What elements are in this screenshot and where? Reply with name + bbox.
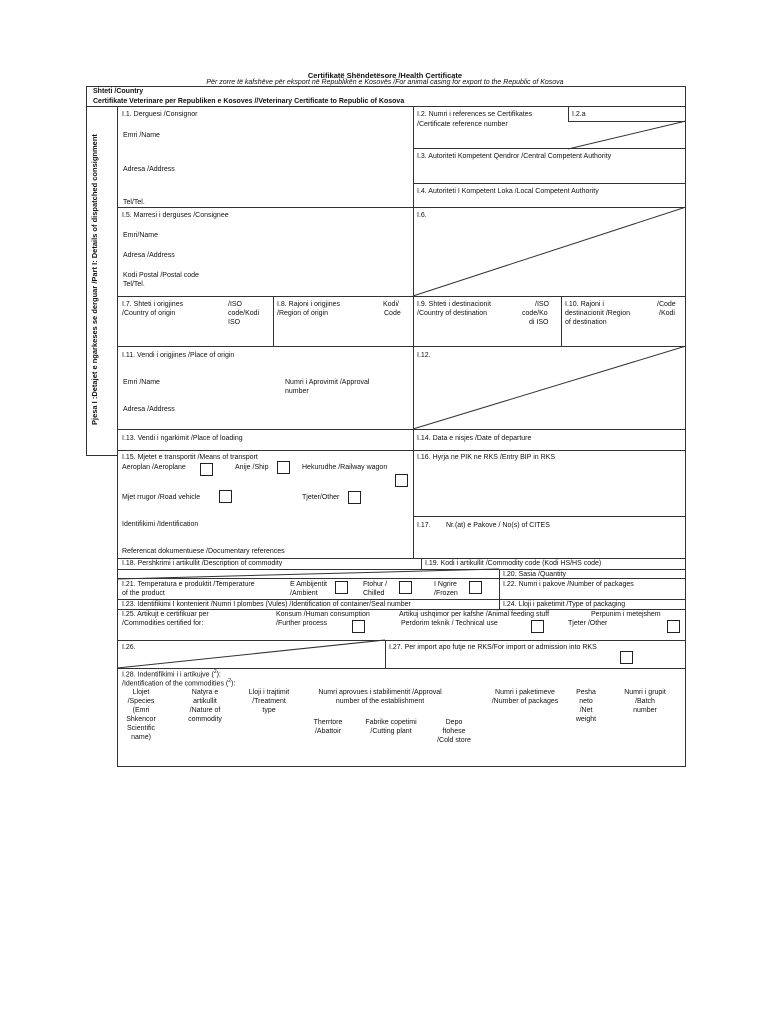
i2a-label: I.2.a [572, 111, 586, 118]
col-batch-l2: /Batch [635, 698, 655, 706]
i11-approval-label-2: number [285, 388, 309, 395]
i21-temperature-1: I.21. Temperatura e produktit /Temperature [122, 581, 255, 588]
col-species [118, 688, 164, 743]
i18-description-commodity: I.18. Pershkrimi i artikullit /Description of commodity [122, 560, 283, 567]
col-nature-l4: commodity [188, 716, 222, 724]
i17-label: I.17. [417, 522, 431, 529]
i21-ambient-checkbox[interactable] [335, 581, 348, 594]
i15-aeroplane-checkbox[interactable] [200, 463, 213, 476]
i3-top [413, 148, 686, 149]
i9-i10-divider [561, 296, 562, 346]
i7-iso-3: ISO [228, 319, 241, 326]
i15-top [117, 450, 686, 451]
i27-import-admission: I.27. Per import apo futje ne RKS/For import or admission into RKS [389, 644, 597, 651]
country-label: Shteti /Country [93, 88, 144, 95]
col-abattoir-l2: /Abattoir [314, 728, 342, 736]
i15-road-checkbox[interactable] [219, 490, 232, 503]
i25-further-processing: Perpunim i metejshem [591, 611, 661, 618]
i24-packaging-type: I.24. Lloji i paketimit /Type of packaging [503, 601, 626, 608]
i4-top [413, 183, 686, 184]
col-cutting-plant [360, 718, 422, 736]
i25-certified-1: I.25. Artikujt e certifikuar per [122, 611, 209, 618]
i12-diagonal [413, 346, 686, 429]
col-cold-store-l1: Depo [445, 719, 463, 726]
i14-date-departure: I.14. Data e nisjes /Date of departure [417, 435, 532, 442]
i21-temperature-2: of the product [122, 590, 165, 597]
col-net-weight-l1: Pesha [576, 689, 596, 696]
i21-top [117, 578, 686, 579]
i8-region-origin-en: /Region of origin [277, 310, 328, 317]
col-species-l2: /Species [127, 698, 155, 706]
i8-code-2: Code [384, 310, 401, 317]
i20-quantity: I.20. Sasia /Quantity [503, 571, 567, 578]
veterinary-certificate-label: Certifikate Veterinare per Republiken e Kosoves //Veterinary Certificate to Republic of Kosova [93, 98, 405, 105]
i8-region-origin: I.8. Rajoni i origjines [277, 301, 341, 308]
i25-consumption-checkbox[interactable] [352, 620, 365, 633]
i26-diagonal [117, 640, 385, 668]
col-approval-l2: number of the establishment [335, 698, 425, 706]
i6-diagonal [413, 207, 686, 296]
part1-side-label: Pjesa I :Detajet e ngarkeses se derguar /Part I: Details of dispatched consignment [90, 134, 99, 425]
col-approval [310, 688, 450, 706]
col-cold-store-l2: ftohese [442, 728, 466, 736]
i15-ship-label: Anije /Ship [235, 464, 269, 471]
i2-reference-label: I.2. Numri i references se Certifikates [417, 111, 533, 118]
i5-tel-label: Tel/Tel. [123, 281, 145, 288]
col-treatment [240, 688, 298, 715]
i7-iso-2: code/Kodi [228, 310, 260, 317]
i11-name-label: Emri /Name [123, 379, 160, 386]
col-packages-l1: Numri i paketimeve [495, 689, 555, 696]
i9-country-destination: I.9. Shteti i destinacionit [417, 301, 491, 308]
i15-other-label: Tjeter/Other [302, 494, 340, 501]
i1-consignor-label: I.1. Derguesi /Consignor [122, 111, 198, 118]
i25-animal-feeding: Artikuj ushqimor per kafshe /Animal feeding stuff [399, 611, 550, 618]
col-net-weight [566, 688, 606, 724]
certificate-subtitle: Për zorre të kafshëve për eksport në Republikën e Kosovës /For animal casing for export to the Republic of Kosova [206, 79, 564, 86]
i22-packages: I.22. Numri i pakove /Number of packages [503, 581, 634, 588]
i15-ship-checkbox[interactable] [277, 461, 290, 474]
col-net-weight-l4: weight [575, 716, 597, 724]
col-batch-l1: Numri i grupit [624, 689, 666, 696]
col-batch-l3: number [633, 707, 657, 715]
i13-place-loading: I.13. Vendi i ngarkimit /Place of loading [122, 435, 243, 442]
i15-aeroplane-label: Aeroplan /Aeroplane [122, 464, 186, 471]
i17-top [413, 516, 686, 517]
col-species-l5: Scientific [126, 725, 155, 733]
i10-region-destination-2: destinacionit /Region [565, 310, 630, 317]
i9-iso-3: di ISO [529, 319, 549, 326]
i7-i8-divider [273, 296, 274, 346]
certificate-title: Certifikatë Shëndetësore /Health Certificate [307, 71, 463, 80]
i2a-diagonal [568, 121, 686, 149]
i21-chilled-checkbox[interactable] [399, 581, 412, 594]
col-packages [484, 688, 566, 706]
i7-country-origin: I.7. Shteti i origjines [122, 301, 184, 308]
col-net-weight-l3: /Net [579, 707, 593, 715]
i25-other-checkbox[interactable] [667, 620, 680, 633]
i9-iso-1: /ISO [535, 301, 550, 308]
i2-reference-en: /Certificate reference number [417, 121, 508, 128]
col-cutting-plant-l1: Fabrike copetimi [365, 719, 417, 726]
i15-railway-checkbox[interactable] [395, 474, 408, 487]
i7-country-origin-en: /Country of origin [122, 310, 176, 317]
col-species-l1: Llojet [132, 689, 150, 696]
col-nature [180, 688, 230, 724]
i28-identification-en [122, 678, 235, 688]
i15-documentary-label: Referencat dokumentuese /Documentary references [122, 548, 285, 555]
i10-code-1: /Code [657, 301, 676, 308]
i25-feeding-checkbox[interactable] [531, 620, 544, 633]
col-treatment-l3: type [262, 707, 276, 715]
i1-address-label: Adresa /Address [123, 166, 175, 173]
i15-other-checkbox[interactable] [348, 491, 361, 504]
i2a-bottom [568, 121, 686, 122]
col-abattoir [306, 718, 350, 736]
i9-iso-2: code/Ko [522, 310, 548, 317]
frame-bottom [117, 766, 686, 767]
i11-address-label: Adresa /Address [123, 406, 175, 413]
i26-divider [385, 640, 386, 668]
i15-road-label: Mjet rrugor /Road vehicle [122, 494, 201, 501]
i9-country-destination-en: /Country of destination [417, 310, 488, 317]
i21-frozen-1: I Ngrire [434, 581, 457, 588]
main-divider [413, 106, 414, 558]
col-abattoir-l1: Therrtore [313, 719, 343, 726]
i20-divider [499, 569, 500, 610]
i21-ambient-2: /Ambient [290, 590, 318, 597]
i21-frozen-checkbox[interactable] [469, 581, 482, 594]
col-nature-l3: /Nature of [189, 707, 221, 715]
col-cold-store [430, 718, 478, 745]
i5-consignee-label: I.5. Marresi i derguses /Consignee [122, 212, 229, 219]
i1-tel-label: Tel/Tel. [123, 199, 145, 206]
i25-other-label: Tjeter /Other [568, 620, 608, 627]
i6-label: I.6. [417, 212, 427, 219]
col-batch [614, 688, 676, 715]
col-treatment-l1: Lloji i trajtimit [248, 689, 290, 696]
i11-place-origin: I.11. Vendi i origjines /Place of origin [122, 352, 235, 359]
i4-local-authority: I.4. Autoriteti I Kompetent Loka /Local Competent Authority [417, 188, 599, 195]
i19-divider [421, 558, 422, 569]
i21-ambient-1: E Ambijentit [290, 581, 327, 588]
i15-transport-label: I.15. Mjetet e transportit /Means of transport [122, 454, 258, 461]
i26-label: I.26. [122, 644, 136, 651]
i10-region-destination-1: I.10. Rajoni i [565, 301, 604, 308]
line-under-header [86, 106, 686, 107]
i2a-divider [568, 106, 569, 122]
i5-address-label: Adresa /Address [123, 252, 175, 259]
col-net-weight-l2: neto [579, 698, 593, 706]
col-species-l6: name) [131, 734, 151, 742]
i28-label-sq: I.28. Indentifikimi i i artikujve ( [122, 671, 214, 679]
i28-label-en: /Identification of the commodities ( [122, 680, 229, 688]
col-nature-l2: artikullit [193, 698, 217, 706]
i15-railway-label: Hekurudhe /Railway wagon [302, 464, 388, 471]
col-nature-l1: Natyra e [191, 689, 219, 696]
i13-top [117, 429, 686, 430]
i12-label: I.12. [417, 352, 431, 359]
i17-cites-label: Nr.(at) e Pakove / No(s) of CITES [446, 522, 550, 529]
i28-footnote-1: 2 [213, 669, 217, 675]
i7-top [117, 296, 686, 297]
i11-approval-label: Numri i Aprovimit /Approval [285, 379, 370, 386]
col-species-l3: (Emri [132, 707, 150, 715]
i21-chilled-2: Chilled [363, 590, 385, 597]
col-approval-l1: Numri aprovues i stabilimentit /Approval [318, 689, 442, 696]
i3-central-authority: I.3. Autoriteti Kompetent Qendror /Central Competent Authority [417, 153, 612, 160]
i25-further-process: /Further process [276, 620, 327, 627]
i28-label-en-end: ): [231, 680, 236, 688]
i27-import-checkbox[interactable] [620, 651, 633, 664]
frame-left-upper [86, 86, 87, 456]
i16-entry-bip: I.16. Hyrja ne PIK ne RKS /Entry BIP in RKS [417, 454, 555, 461]
i10-code-2: /Kodi [659, 310, 675, 317]
frame-top [86, 86, 685, 87]
i5-name-label: Emri/Name [123, 232, 159, 239]
col-cold-store-l3: /Cold store [437, 737, 471, 745]
col-packages-l2: /Number of packages [491, 698, 559, 706]
i21-frozen-2: /Frozen [434, 590, 458, 597]
i5-postal-label: Kodi Postal /Postal code [123, 272, 199, 279]
i25-human-consumption: Konsum /Human consumption [276, 611, 370, 618]
col-species-l4: Shkencor [126, 716, 156, 724]
i23-container-seal: I.23. Identifikimi I kontenierit /Numri I plombes (Vules) /Identification of container/Seal number [122, 601, 411, 608]
i19-commodity-code: I.19. Kodi i artikullit /Commodity code (Kodi HS/HS code) [425, 560, 602, 567]
i8-code-1: Kodi/ [383, 301, 399, 308]
i25-certified-2: /Commodities certified for: [122, 620, 204, 627]
i1-name-label: Emri /Name [123, 132, 160, 139]
col-treatment-l2: /Treatment [252, 698, 286, 706]
i21-chilled-1: Ftohur / [363, 581, 388, 588]
i28-label-sq-end: ): [216, 671, 221, 679]
i15-identification-label: Identifikimi /Identification [122, 521, 199, 528]
i25-technical-use: Perdorim teknik / Technical use [401, 620, 498, 627]
i10-region-destination-3: of destination [565, 319, 607, 326]
i7-iso-1: /ISO [228, 301, 243, 308]
col-cutting-plant-l2: /Cutting plant [370, 728, 412, 736]
i28-footnote-2: 2 [228, 678, 231, 684]
side-bottom [86, 455, 118, 456]
